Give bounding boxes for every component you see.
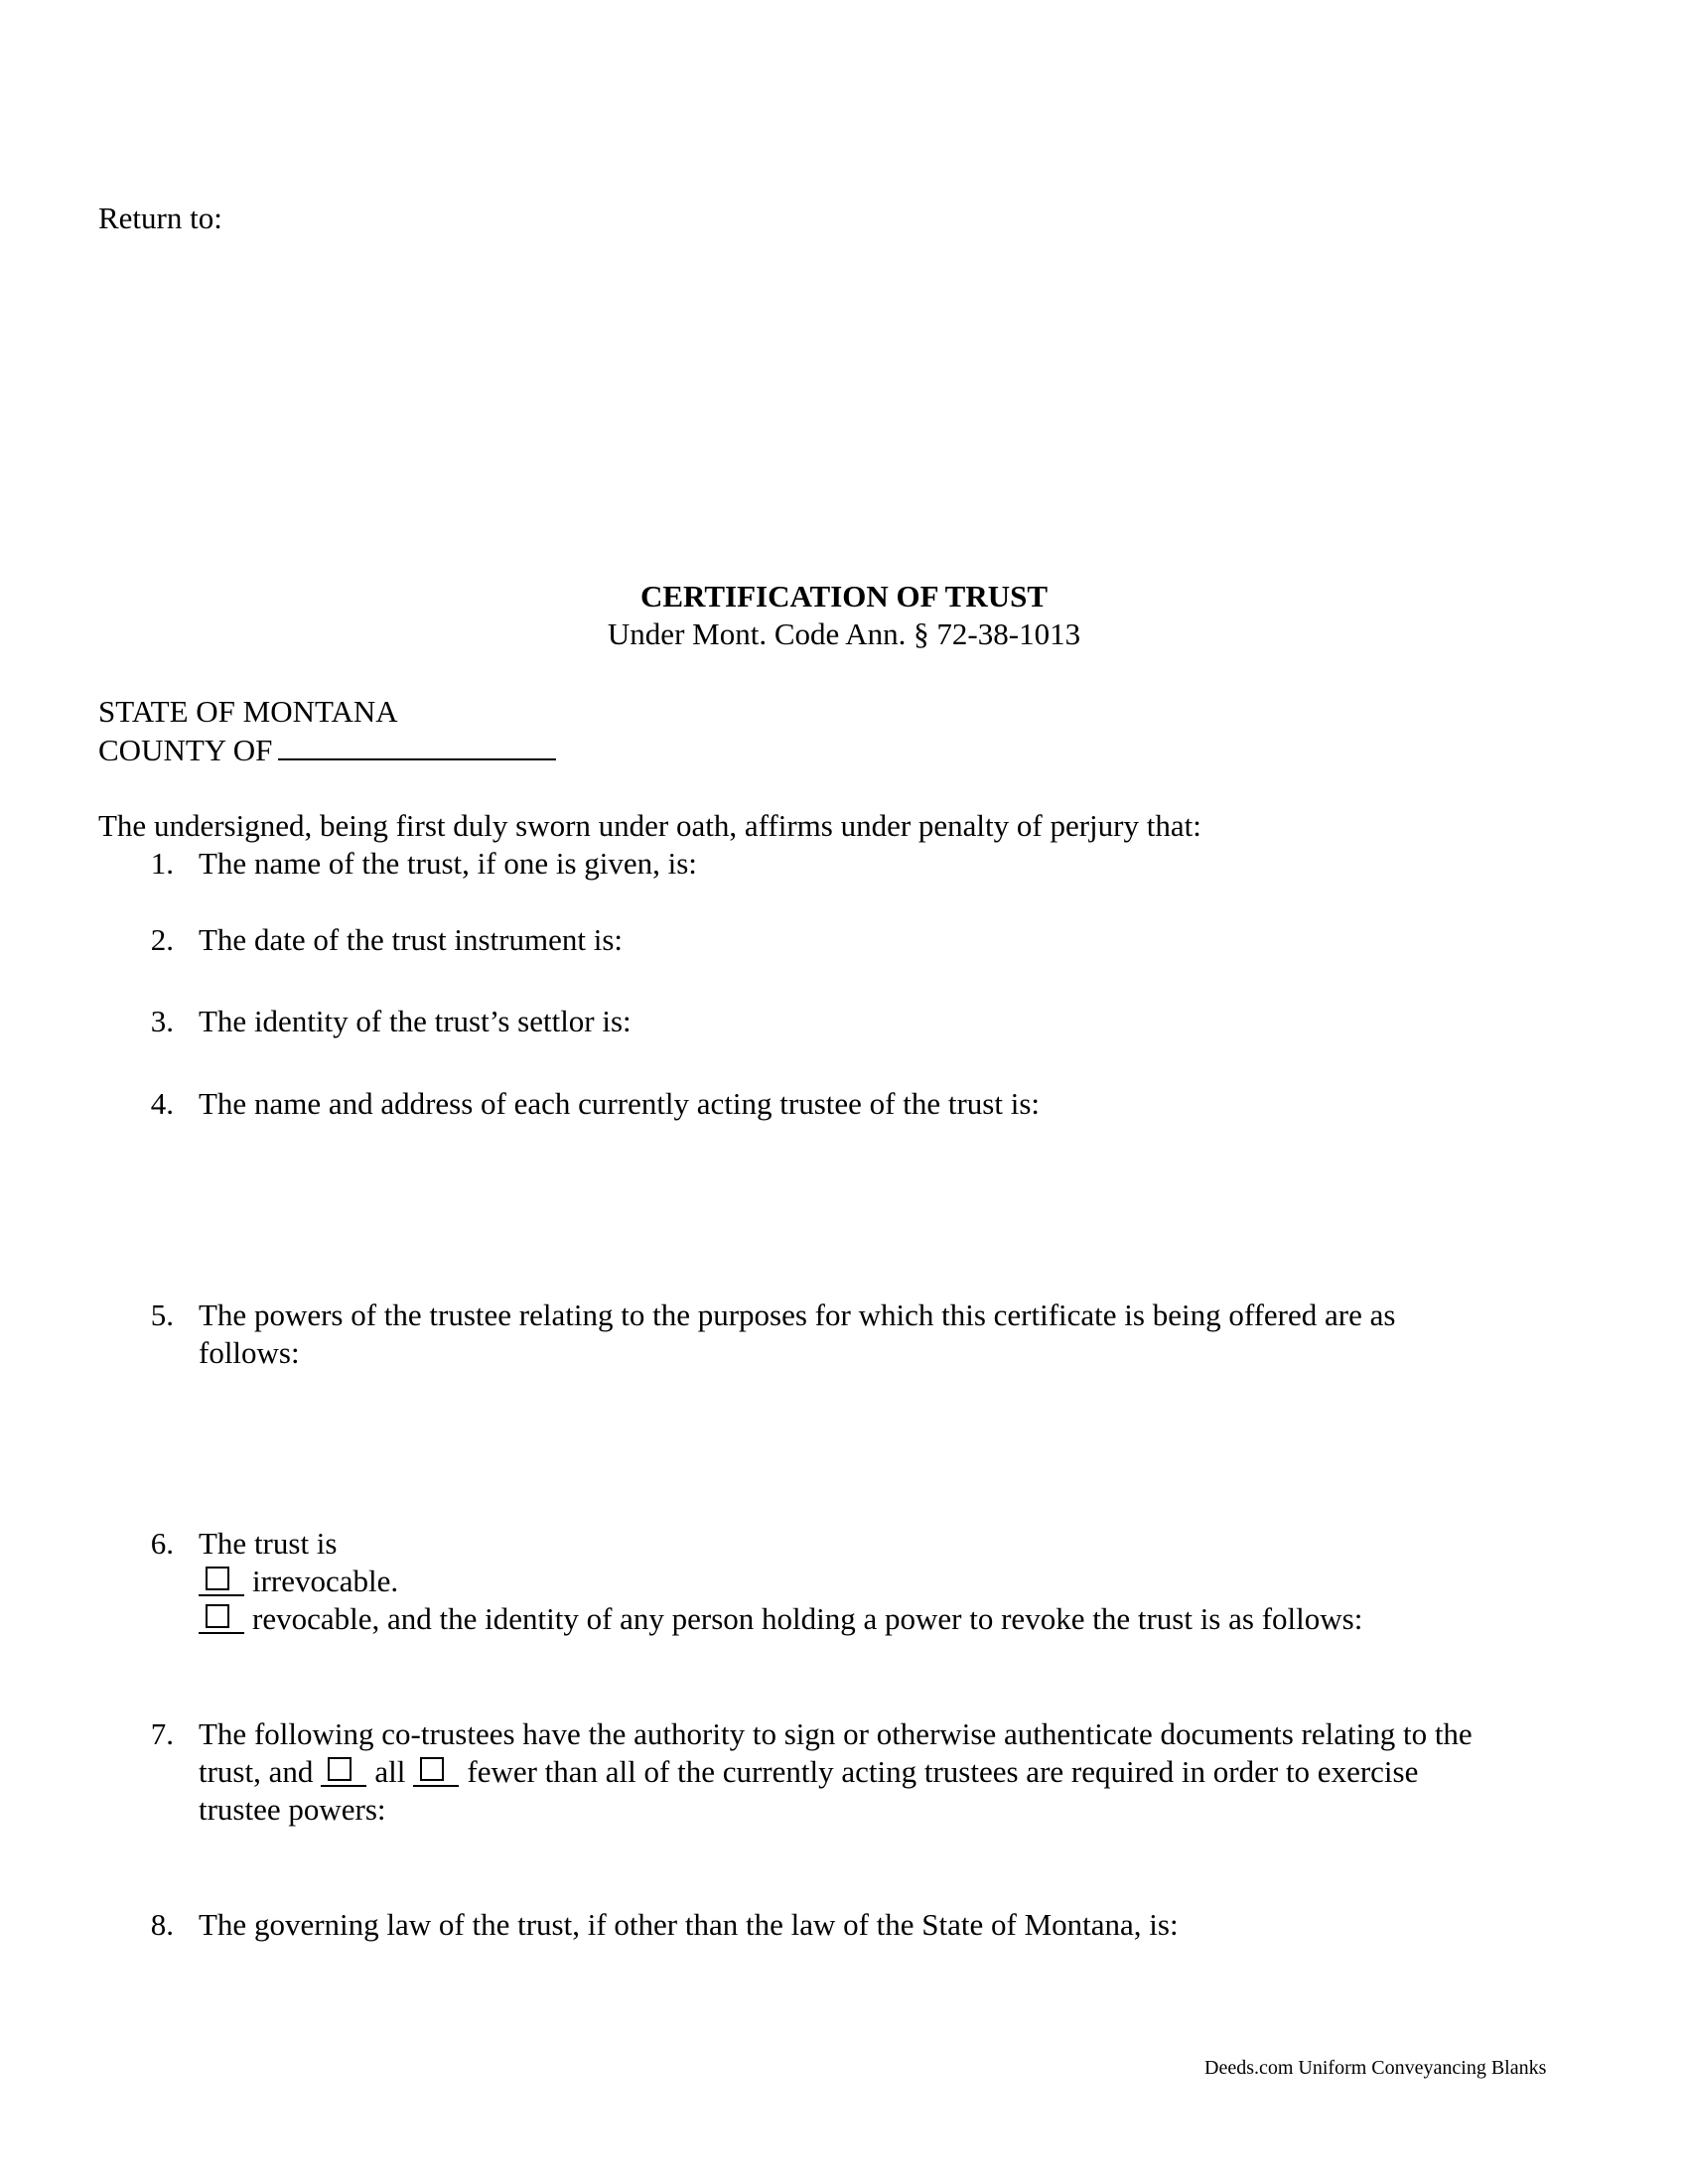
state-line: STATE OF MONTANA: [98, 694, 398, 729]
intro-paragraph: The undersigned, being first duly sworn under oath, affirms under penalty of perjury that:: [98, 808, 1201, 843]
item-number: 4.: [150, 1086, 174, 1121]
item-text: The date of the trust instrument is:: [199, 922, 624, 957]
co-trustee-options: [199, 1753, 1418, 1791]
item-text-continued: trustee powers:: [199, 1792, 386, 1827]
county-line: [98, 731, 556, 769]
all-checkbox[interactable]: [321, 1755, 366, 1787]
item-text: The name and address of each currently acting trustee of the trust is:: [199, 1086, 1041, 1121]
irrevocable-checkbox[interactable]: [199, 1565, 244, 1596]
county-blank-field[interactable]: [278, 731, 556, 760]
item-number: 6.: [150, 1526, 174, 1561]
item-text: The trust is: [199, 1526, 338, 1561]
item-text: The following co-trustees have the authority to sign or otherwise authenticate documents relating to the: [199, 1716, 1473, 1751]
item-number: 5.: [150, 1297, 174, 1332]
item-text: The powers of the trustee relating to the purposes for which this certificate is being offered are as: [199, 1297, 1396, 1332]
option-label: all: [374, 1754, 406, 1789]
document-subtitle: Under Mont. Code Ann. § 72-38-1013: [607, 616, 1081, 651]
document-title: CERTIFICATION OF TRUST: [639, 579, 1049, 614]
option-label: fewer than all of the currently acting trustees are required in order to exercise: [467, 1754, 1419, 1789]
option-label: irrevocable.: [252, 1564, 399, 1598]
item-number: 8.: [150, 1907, 174, 1942]
option-irrevocable: [199, 1563, 398, 1600]
return-to-label: Return to:: [98, 201, 222, 235]
item-text: The governing law of the trust, if other than the law of the State of Montana, is:: [199, 1907, 1179, 1942]
item-text-continued: follows:: [199, 1335, 300, 1370]
fewer-than-all-checkbox[interactable]: [413, 1755, 459, 1787]
option-label: revocable, and the identity of any person holding a power to revoke the trust is as follows:: [252, 1601, 1363, 1636]
item-number: 1.: [150, 846, 174, 881]
item-number: 2.: [150, 922, 174, 957]
option-prefix: trust, and: [199, 1754, 314, 1789]
item-text: The identity of the trust’s settlor is:: [199, 1004, 632, 1038]
item-text: The name of the trust, if one is given, is:: [199, 846, 697, 881]
revocable-checkbox[interactable]: [199, 1602, 244, 1634]
footer-text: Deeds.com Uniform Conveyancing Blanks: [1204, 2057, 1547, 2079]
item-number: 3.: [150, 1004, 174, 1038]
county-label: COUNTY OF: [98, 733, 273, 767]
item-number: 7.: [150, 1716, 174, 1751]
option-revocable: [199, 1600, 1362, 1638]
